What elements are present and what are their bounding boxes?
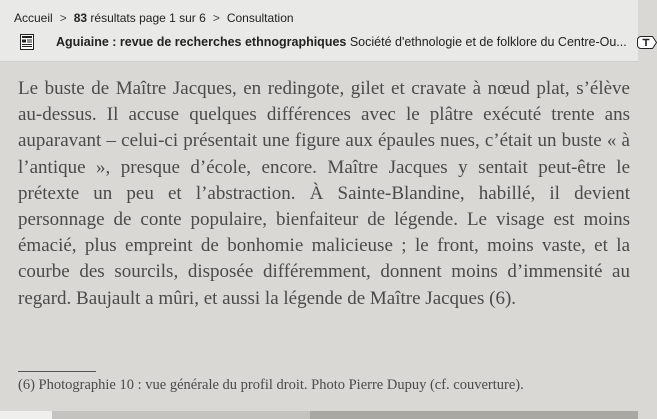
document-title[interactable]: [56, 35, 627, 49]
page-text: Le buste de Maître Jacques, en redingote, gilet et cravate à nœud plat, s’élève au-dessus. Il accuse quelques différences avec le plâtre exécuté trente ans auparavant – celui-ci présentait une figure aux épaules nues, c’était un buste « à l’antique », presque d’école, encore. Maître Jacques y sentait peut-être le prétexte un peu et l’abstraction. À Sainte-Blandine, habillé, il devient personnage de conte populaire, bienfaiteur de légende. Le visage est moins émacié, plus empreint de bonhomie malicieuse ; le front, moins vaste, et la courbe des sourcils, disposée différemment, donnent moins d’immensité au regard. Baujault a mûri, et aussi la légende de Maître Jacques (6).: [18, 78, 630, 309]
document-title-row: [20, 31, 632, 53]
footnote: (6) Photographie 10 : vue générale du profil droit. Photo Pierre Dupuy (cf. couverture).: [18, 377, 524, 393]
breadcrumb-separator: >: [212, 11, 220, 25]
results-count: 83: [73, 11, 88, 25]
viewer-header: [0, 0, 638, 62]
document-icon: [20, 34, 34, 50]
document-title-main: Aguiaine : revue de recherches ethnographiques: [56, 35, 347, 49]
page-bottom-edge: [0, 411, 638, 419]
text-mode-icon[interactable]: [637, 36, 657, 49]
breadcrumb: [14, 11, 294, 25]
breadcrumb-current: Consultation: [226, 11, 294, 25]
breadcrumb-results-link[interactable]: [74, 11, 206, 25]
document-title-publisher: Société d'ethnologie et de folklore du Centre-Ou...: [349, 35, 627, 49]
breadcrumb-separator: >: [59, 11, 67, 25]
footnote-divider: [18, 371, 96, 372]
breadcrumb-home-link[interactable]: Accueil: [14, 11, 53, 25]
document-page: [0, 62, 638, 419]
results-text: résultats page 1 sur 6: [90, 11, 206, 25]
